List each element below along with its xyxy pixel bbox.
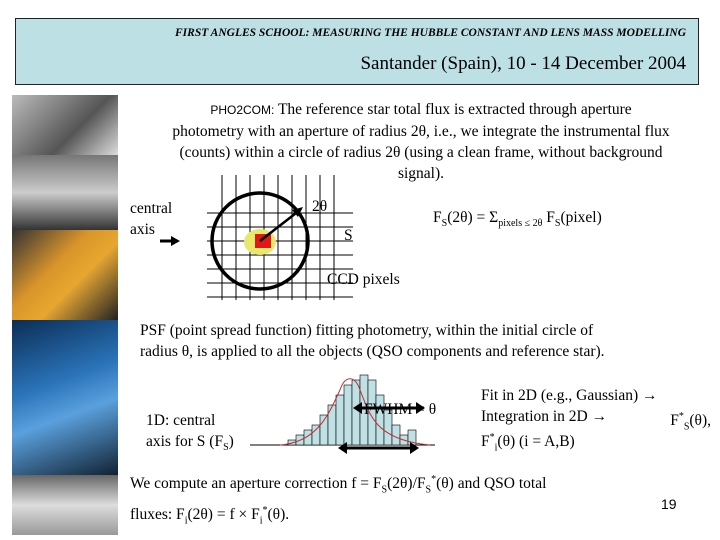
header-title: FIRST ANGLES SCHOOL: MEASURING THE HUBBLE CONSTANT AND LENS MASS MODELLING — [175, 27, 686, 39]
observatory-photo — [12, 475, 118, 535]
histogram-bar — [392, 425, 400, 445]
telescope-photo-4 — [12, 320, 118, 475]
fit-paragraph: Fit in 2D (e.g., Gaussian) → Integration in 2D → $F^*_S(\theta)$, $F^*_i(\theta) (i = A,B)$ — [481, 387, 711, 454]
telescope-photo-2 — [12, 155, 118, 230]
fwhm-label: FWHM = θ — [364, 401, 437, 418]
radius-arrow — [260, 210, 300, 241]
histogram-bar — [336, 395, 344, 445]
intro-line: The reference star total flux is extracted through aperture — [277, 101, 632, 118]
histogram-bar — [344, 385, 352, 445]
header-subtitle: Santander (Spain), 10 - 14 December 2004 — [360, 53, 686, 74]
1d-axis-label: 1D: central axis for S $(F_S)$ — [146, 412, 234, 454]
histogram-bar — [312, 425, 320, 445]
telescope-photo-1 — [12, 95, 118, 155]
intro-line: photometry with an aperture of radius 2θ, i.e., we integrate the instrumental flux — [172, 123, 670, 140]
source-label: S — [344, 227, 353, 244]
aperture-formula: $F_S(2\theta) = \Sigma_{pixels \le 2\theta}$ $F_S(pixel)$ — [433, 209, 602, 230]
psf-paragraph: PSF (point spread function) fitting photometry, within the initial circle of radius θ, is applied to all the objects (QSO components and reference star). — [140, 322, 605, 360]
star-core — [255, 234, 271, 248]
histogram-bar — [352, 380, 360, 445]
conclusion-paragraph: We compute an aperture correction $f = F_S(2\theta)/F_S^*(\theta)$ and QSO total fluxes: $F_i(2\theta) = f \times F_i^*(\theta)$. — [130, 474, 547, 527]
telescope-photo-3 — [12, 230, 118, 320]
central-axis-label: central axis — [130, 200, 173, 238]
radius-label: 2θ — [312, 198, 328, 215]
ccd-pixels-label: CCD pixels — [327, 271, 400, 288]
intro-line: (counts) within a circle of radius 2θ (using a clean frame, without background — [179, 144, 663, 161]
page-number: 19 — [661, 496, 677, 512]
method-tag: PHO2COM: — [210, 103, 275, 117]
header-banner — [15, 18, 699, 85]
intro-line: signal). — [397, 165, 445, 182]
